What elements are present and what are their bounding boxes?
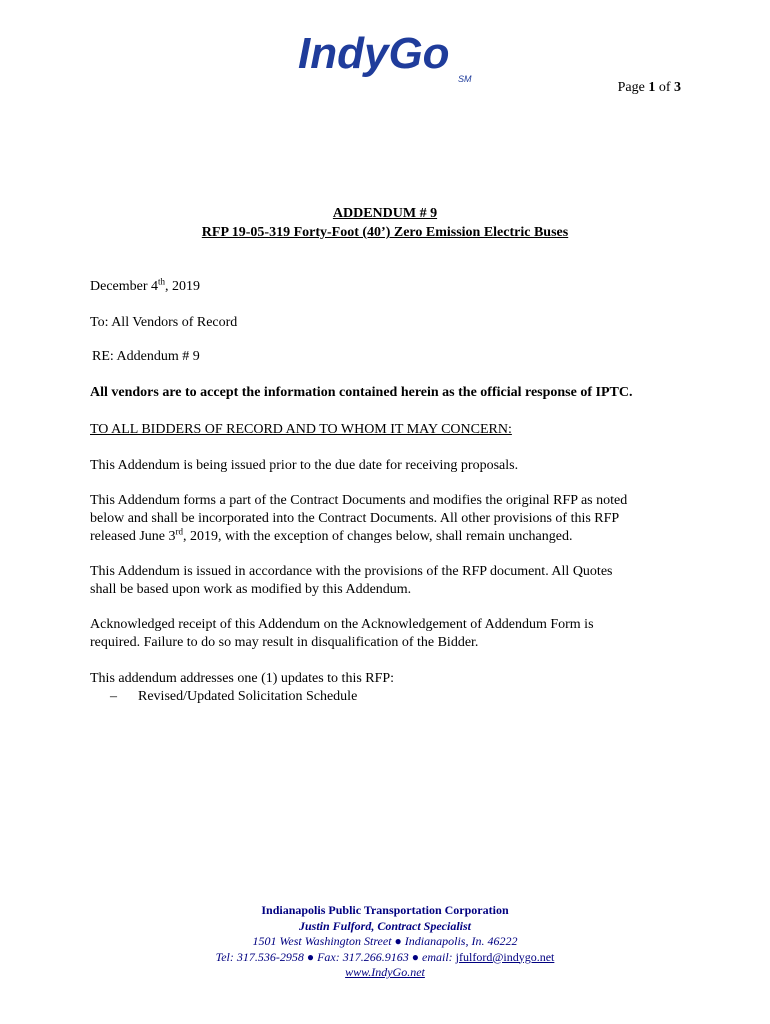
logo-service-mark: SM xyxy=(458,74,472,84)
addendum-title: ADDENDUM # 9 xyxy=(332,206,438,221)
logo-wordmark: IndyGo xyxy=(298,30,450,78)
document-date: December 4th, 2019 xyxy=(90,276,201,294)
rfp-title: RFP 19-05-319 Forty-Foot (40’) Zero Emission Electric Buses xyxy=(201,225,569,240)
indygo-logo xyxy=(294,30,484,84)
to-line: To: All Vendors of Record xyxy=(90,315,238,330)
footer-email-link[interactable]: jfulford@indygo.net xyxy=(455,949,555,964)
footer-website-link[interactable]: www.IndyGo.net xyxy=(345,965,425,979)
footer-contact-person: Justin Fulford, Contract Specialist xyxy=(298,918,472,933)
paragraph-acknowledgement: Acknowledged receipt of this Addendum on the Acknowledgement of Addendum Form is required. Failure to do so may result in disqualification of the Bidder. xyxy=(90,617,594,650)
indygo-logo-graphic xyxy=(294,30,484,84)
footer-organization: Indianapolis Public Transportation Corporation xyxy=(261,903,509,917)
paragraph-contract-documents: This Addendum forms a part of the Contract Documents and modifies the original RFP as noted below and shall be incorporated into the Contract Documents. All other provisions of this RFP released June 3rd, 2019, with the exception of changes below, shall remain unchanged. xyxy=(90,493,628,544)
paragraph-updates: This addendum addresses one (1) updates to this RFP: xyxy=(90,671,395,686)
paragraph-due-date: This Addendum is being issued prior to the due date for receiving proposals. xyxy=(90,458,519,473)
footer-address: 1501 West Washington Street ● Indianapolis, In. 46222 xyxy=(252,934,518,948)
salutation: TO ALL BIDDERS OF RECORD AND TO WHOM IT MAY CONCERN: xyxy=(90,422,512,437)
list-item-text: Revised/Updated Solicitation Schedule xyxy=(138,689,358,704)
re-line: RE: Addendum # 9 xyxy=(92,349,200,364)
paragraph-accordance: This Addendum is issued in accordance with the provisions of the RFP document. All Quotes shall be based upon work as modified by this Addendum. xyxy=(90,564,613,597)
page-number: Page 1 of 3 xyxy=(617,80,681,95)
footer-contact-line: Tel: 317.536-2958 ● Fax: 317.266.9163 ● email: jfulford@indygo.net xyxy=(215,949,555,964)
official-response-notice: All vendors are to accept the information contained herein as the official response of IPTC. xyxy=(90,385,633,400)
footer xyxy=(0,903,770,981)
dash-bullet: – xyxy=(110,689,117,704)
